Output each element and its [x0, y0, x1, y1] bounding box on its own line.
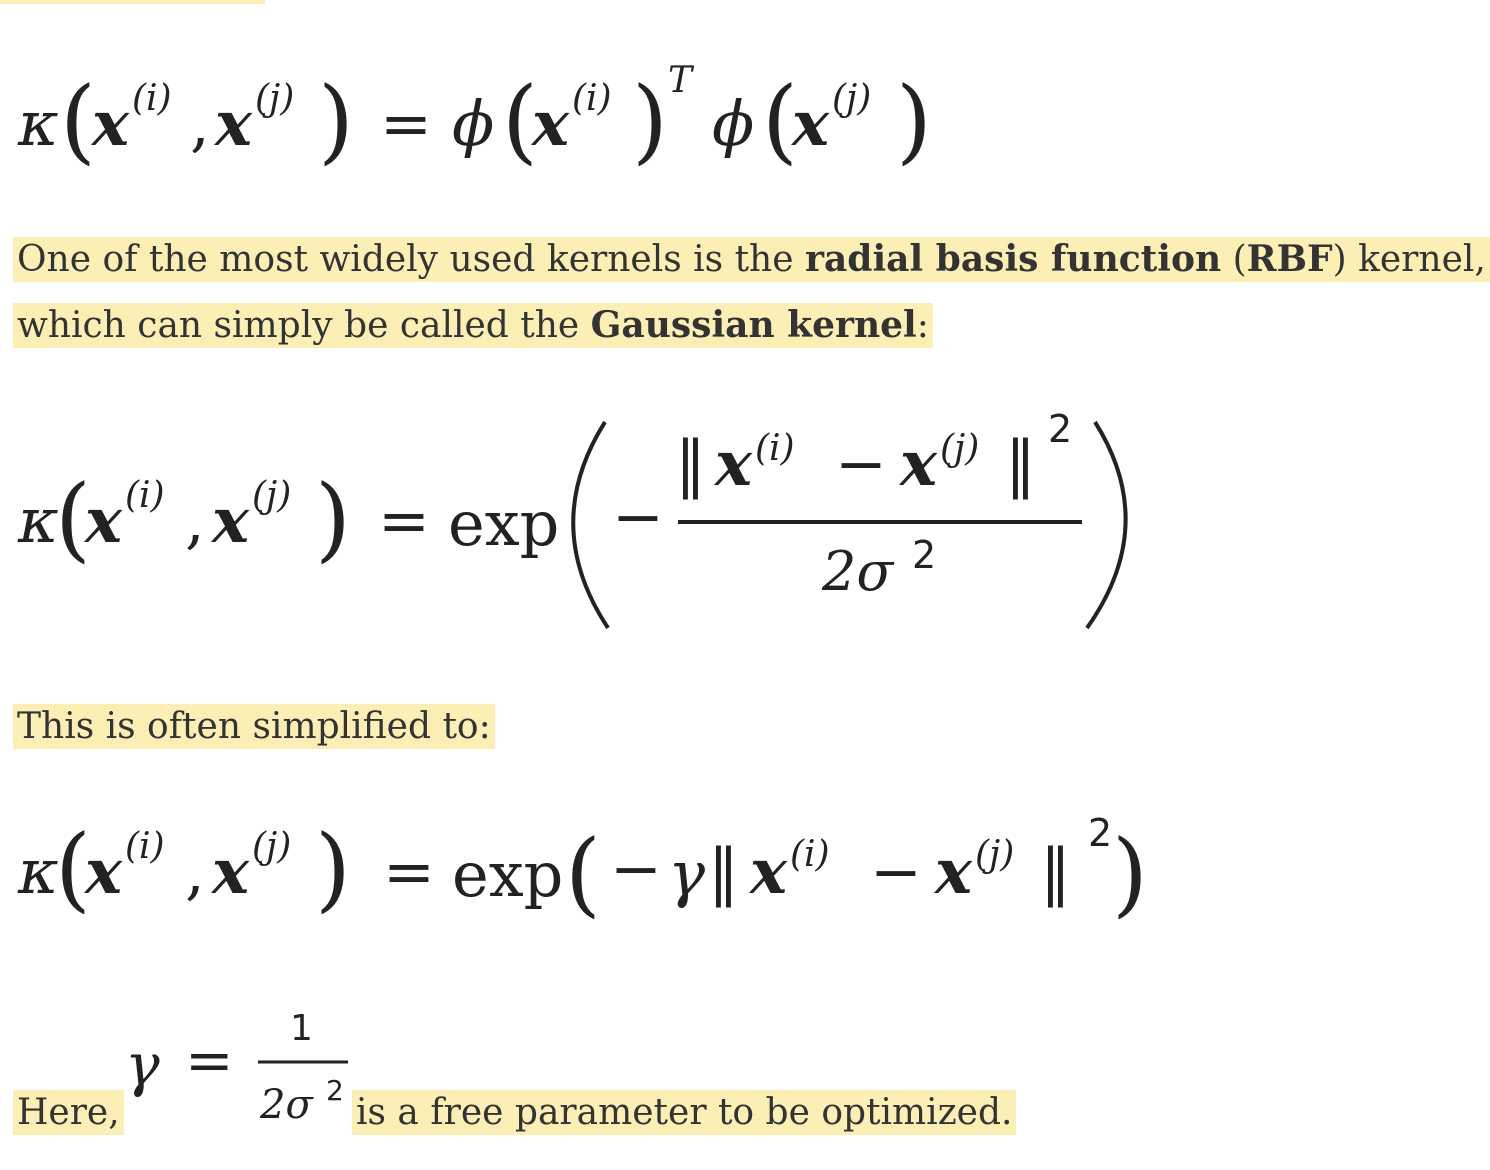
eq2-x2: x — [212, 484, 249, 557]
eq2-num-x2: x — [900, 427, 937, 500]
eq1-paren-open3: ( — [762, 67, 798, 174]
eq2-sup-i: (i) — [125, 475, 165, 516]
eq2-num-x: x — [715, 427, 752, 500]
eq2-denom: 2σ — [822, 540, 894, 603]
eq2-paren-close: ) — [315, 465, 351, 572]
eq1-x2: x — [215, 87, 252, 160]
eq3-equals: = — [383, 835, 435, 908]
equation-gaussian-kernel — [17, 407, 1126, 628]
eq2-num-square: 2 — [1048, 407, 1073, 451]
gamma-numerator: 1 — [290, 1008, 313, 1049]
eq2-kappa: κ — [18, 484, 59, 557]
eq3-x4: x — [935, 835, 972, 908]
eq2-x: x — [85, 484, 122, 557]
eq2-num-minus: − — [835, 427, 887, 500]
eq3-paren-open2: ( — [565, 820, 601, 927]
eq2-num-sup-j: (j) — [940, 428, 980, 469]
eq1-sup-j2: (j) — [832, 78, 872, 119]
equation-simplified-kernel — [17, 811, 1148, 927]
para1-text-b: ( — [1221, 239, 1247, 280]
eq3-norm-close: ‖ — [1040, 835, 1071, 908]
eq1-x: x — [92, 87, 129, 160]
eq1-sup-j: (j) — [255, 78, 295, 119]
gamma-denominator: 2σ — [260, 1082, 313, 1128]
eq1-paren-close2: ) — [632, 67, 668, 174]
eq1-paren-close3: ) — [896, 67, 932, 174]
equation-kernel-definition — [17, 60, 932, 174]
eq2-sup-j: (j) — [252, 475, 292, 516]
eq1-sup-i: (i) — [132, 78, 172, 119]
eq3-exp: exp — [452, 838, 564, 911]
para1-text-a: One of the most widely used kernels is the — [17, 239, 805, 280]
eq3-paren-close2: ) — [1112, 820, 1148, 927]
para1-text-c: ) kernel, — [1332, 239, 1486, 280]
equation-gamma-definition — [125, 1008, 348, 1128]
eq2-paren-open: ( — [55, 465, 91, 572]
eq3-norm-open: ‖ — [708, 835, 739, 908]
para1-line2 — [13, 303, 933, 348]
eq3-kappa: κ — [18, 835, 59, 908]
eq1-transpose: T — [668, 60, 693, 101]
para2-text: This is often simplified to: — [13, 704, 495, 749]
eq3-comma: , — [185, 835, 205, 908]
eq3-sup-i2: (i) — [790, 834, 830, 875]
paragraph-simplified — [13, 703, 495, 751]
paragraph-rbf-intro-line2 — [13, 301, 933, 350]
eq3-gamma: γ — [668, 837, 706, 910]
eq1-kappa: κ — [18, 87, 59, 160]
eq3-x3: x — [750, 835, 787, 908]
eq3-minus: − — [610, 832, 662, 905]
eq2-denom-square: 2 — [912, 533, 937, 577]
eq3-paren-close: ) — [315, 815, 351, 922]
para1-text-e: : — [916, 305, 929, 346]
eq1-paren-open2: ( — [502, 67, 538, 174]
gamma-denom-square: 2 — [326, 1074, 344, 1107]
paragraph-rbf-intro — [13, 235, 1490, 284]
para3-rest: is a free parameter to be optimized. — [352, 1090, 1016, 1135]
eq1-phi: ϕ — [452, 87, 495, 160]
eq1-phi2: ϕ — [712, 87, 755, 160]
eq1-paren-open: ( — [60, 67, 96, 174]
gamma-equals: = — [185, 1026, 234, 1094]
eq2-minus: − — [612, 480, 664, 553]
gamma-symbol: γ — [125, 1031, 160, 1099]
eq3-paren-open: ( — [55, 815, 91, 922]
eq3-square: 2 — [1088, 811, 1113, 855]
eq1-paren-close: ) — [318, 67, 354, 174]
eq3-sup-j2: (j) — [975, 834, 1015, 875]
eq1-sup-i2: (i) — [572, 78, 612, 119]
eq3-x2: x — [212, 835, 249, 908]
eq2-equals: = — [378, 484, 430, 557]
para3-here: Here, — [13, 1090, 124, 1135]
term-radial-basis-function: radial basis function — [805, 238, 1222, 280]
eq2-num-sup-i: (i) — [755, 428, 795, 469]
eq2-comma: , — [185, 484, 205, 557]
para1-line1 — [13, 237, 1490, 282]
eq2-norm-close: ‖ — [1005, 427, 1036, 500]
para1-text-d: which can simply be called the — [17, 305, 591, 346]
term-gaussian-kernel: Gaussian kernel — [590, 304, 917, 346]
eq3-sup-i: (i) — [125, 826, 165, 867]
eq1-equals: = — [380, 87, 432, 160]
paragraph-free-parameter — [352, 1089, 1016, 1137]
paragraph-here — [13, 1089, 124, 1137]
term-rbf: RBF — [1246, 238, 1333, 280]
eq2-exp: exp — [448, 487, 560, 560]
eq1-comma: , — [190, 87, 210, 160]
eq1-x3: x — [532, 87, 569, 160]
eq3-x: x — [85, 835, 122, 908]
eq2-big-paren-open — [573, 422, 608, 628]
eq2-big-paren-close — [1087, 422, 1126, 628]
eq3-sup-j: (j) — [252, 826, 292, 867]
eq1-x4: x — [792, 87, 829, 160]
eq2-norm-open: ‖ — [675, 427, 706, 500]
eq3-minus2: − — [870, 835, 922, 908]
